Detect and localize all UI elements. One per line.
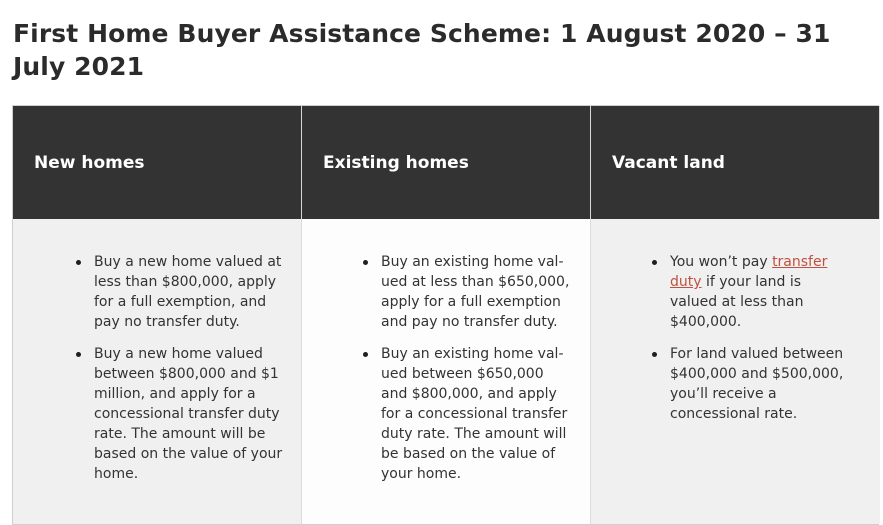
vacant-land-text-before: You won’t pay — [670, 254, 773, 270]
list-item: Buy a new home valued at less than $800,000, apply for a full exemption, and pay no transfer duty. — [94, 252, 284, 332]
vacant-land-cell — [591, 219, 880, 524]
list-item: Buy an existing home valued between $650,000 and $800,000, and apply for a concessional transfer duty rate. The amount will be based on the value of your home. — [381, 344, 571, 484]
list-item: Buy an existing home valued at less than $650,000, apply for a full exemption and pay no transfer duty. — [381, 254, 570, 330]
existing-homes-list — [381, 252, 571, 484]
header-new-homes: New homes — [13, 106, 302, 219]
new-homes-cell — [13, 219, 302, 524]
vacant-land-text-after: if your land is valued at less than $400,000. — [670, 274, 804, 330]
transfer-duty-link[interactable]: transfer duty — [670, 254, 828, 290]
list-item: Buy a new home valued between $800,000 and $1 million, and apply for a concessional transfer duty rate. The amount will be based on the value of your home. — [94, 346, 283, 482]
vacant-land-list — [670, 252, 850, 424]
list-item — [670, 252, 850, 332]
header-vacant-land: Vacant land — [591, 106, 880, 219]
assistance-table — [12, 105, 879, 525]
header-existing-homes: Existing homes — [302, 106, 591, 219]
list-item: For land valued between $400,000 and $500,000, you’ll receive a concessional rate. — [670, 344, 850, 424]
existing-homes-cell — [302, 219, 591, 524]
new-homes-list — [94, 252, 284, 484]
page-title: First Home Buyer Assistance Scheme: 1 August 2020 – 31 July 2021 — [13, 19, 831, 81]
